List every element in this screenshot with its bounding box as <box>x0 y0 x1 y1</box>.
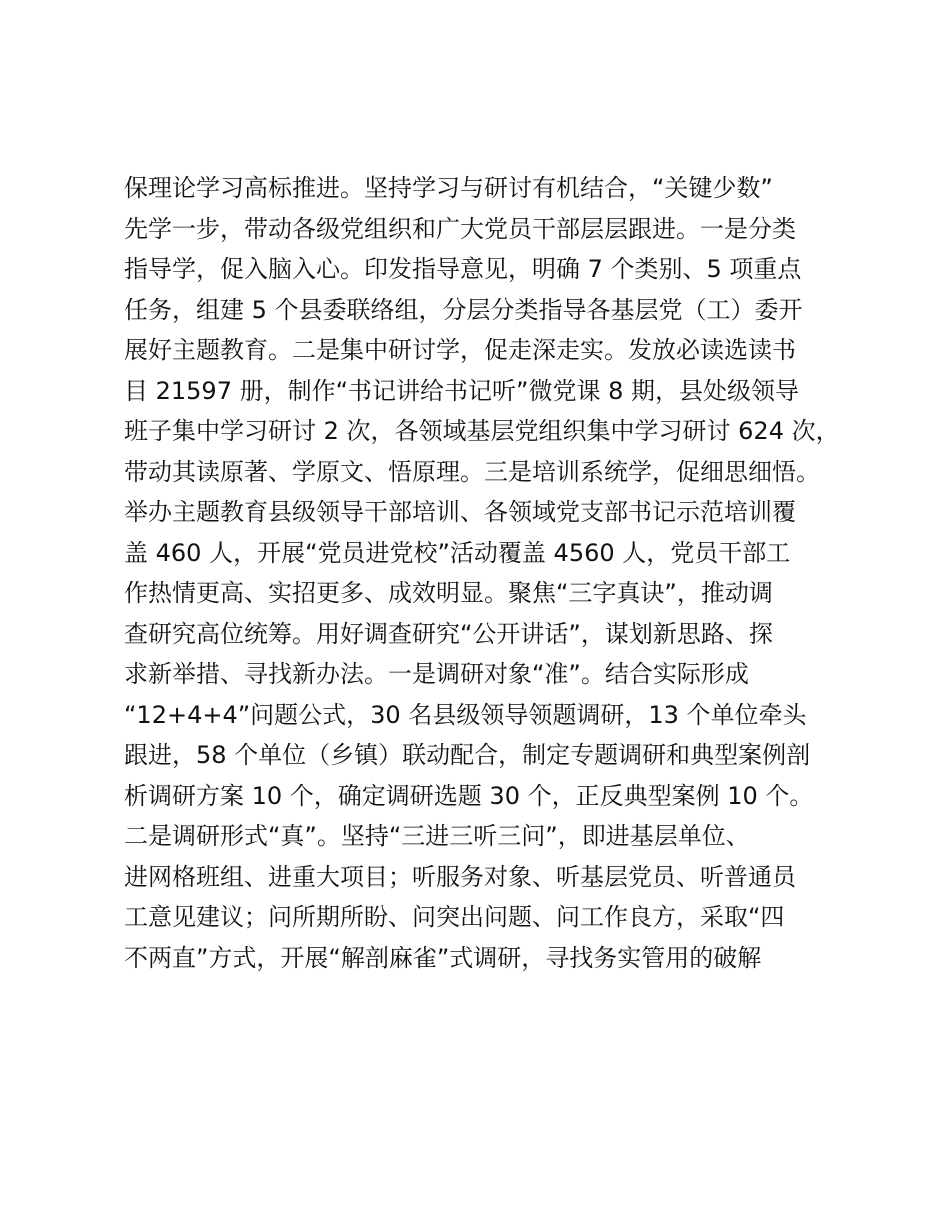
text-line: 保理论学习高标推进。坚持学习与研讨有机结合，“关键少数” <box>124 174 773 202</box>
text-line: 先学一步，带动各级党组织和广大党员干部层层跟进。一是分类 <box>124 214 796 243</box>
text-line: 指导学，促入脑入心。印发指导意见，明确 7 个类别、5 项重点 <box>124 255 802 283</box>
text-line: 查研究高位统筹。用好调查研究“公开讲话”，谋划新思路、探 <box>124 619 773 648</box>
text-line: 求新举措、寻找新办法。一是调研对象“准”。结合实际形成 <box>124 660 749 688</box>
text-line: “12+4+4”问题公式，30 名县级领导领题调研，13 个单位牵头 <box>124 700 807 729</box>
text-line: 作热情更高、实招更多、成效明显。聚焦“三字真诀”，推动调 <box>124 579 773 607</box>
text-line: 跟进，58 个单位（乡镇）联动配合，制定专题调研和典型案例剖 <box>124 741 811 769</box>
text-line: 析调研方案 10 个，确定调研选题 30 个，正反典型案例 10 个。 <box>124 781 814 810</box>
text-line: 带动其读原著、学原文、悟原理。三是培训系统学，促细思细悟。 <box>124 457 820 486</box>
text-line: 二是调研形式“真”。坚持“三进三听三问”，即进基层单位、 <box>124 822 750 850</box>
body-paragraph <box>124 168 864 978</box>
text-line: 目 21597 册，制作“书记讲给书记听”微党课 8 期，县处级领导 <box>124 376 799 405</box>
text-line: 班子集中学习研讨 2 次，各领域基层党组织集中学习研讨 624 次， <box>124 417 840 445</box>
text-line: 工意见建议；问所期所盼、问突出问题、问工作良方，采取“四 <box>124 903 785 931</box>
text-line: 不两直”方式，开展“解剖麻雀”式调研，寻找务实管用的破解 <box>124 943 762 972</box>
text-line: 任务，组建 5 个县委联络组，分层分类指导各基层党（工）委开 <box>124 295 803 324</box>
text-line: 进网格班组、进重大项目；听服务对象、听基层党员、听普通员 <box>124 862 796 891</box>
text-line: 展好主题教育。二是集中研讨学，促走深走实。发放必读选读书 <box>124 336 796 364</box>
text-line: 举办主题教育县级领导干部培训、各领域党支部书记示范培训覆 <box>124 498 796 526</box>
text-line: 盖 460 人，开展“党员进党校”活动覆盖 4560 人，党员干部工 <box>124 538 791 567</box>
